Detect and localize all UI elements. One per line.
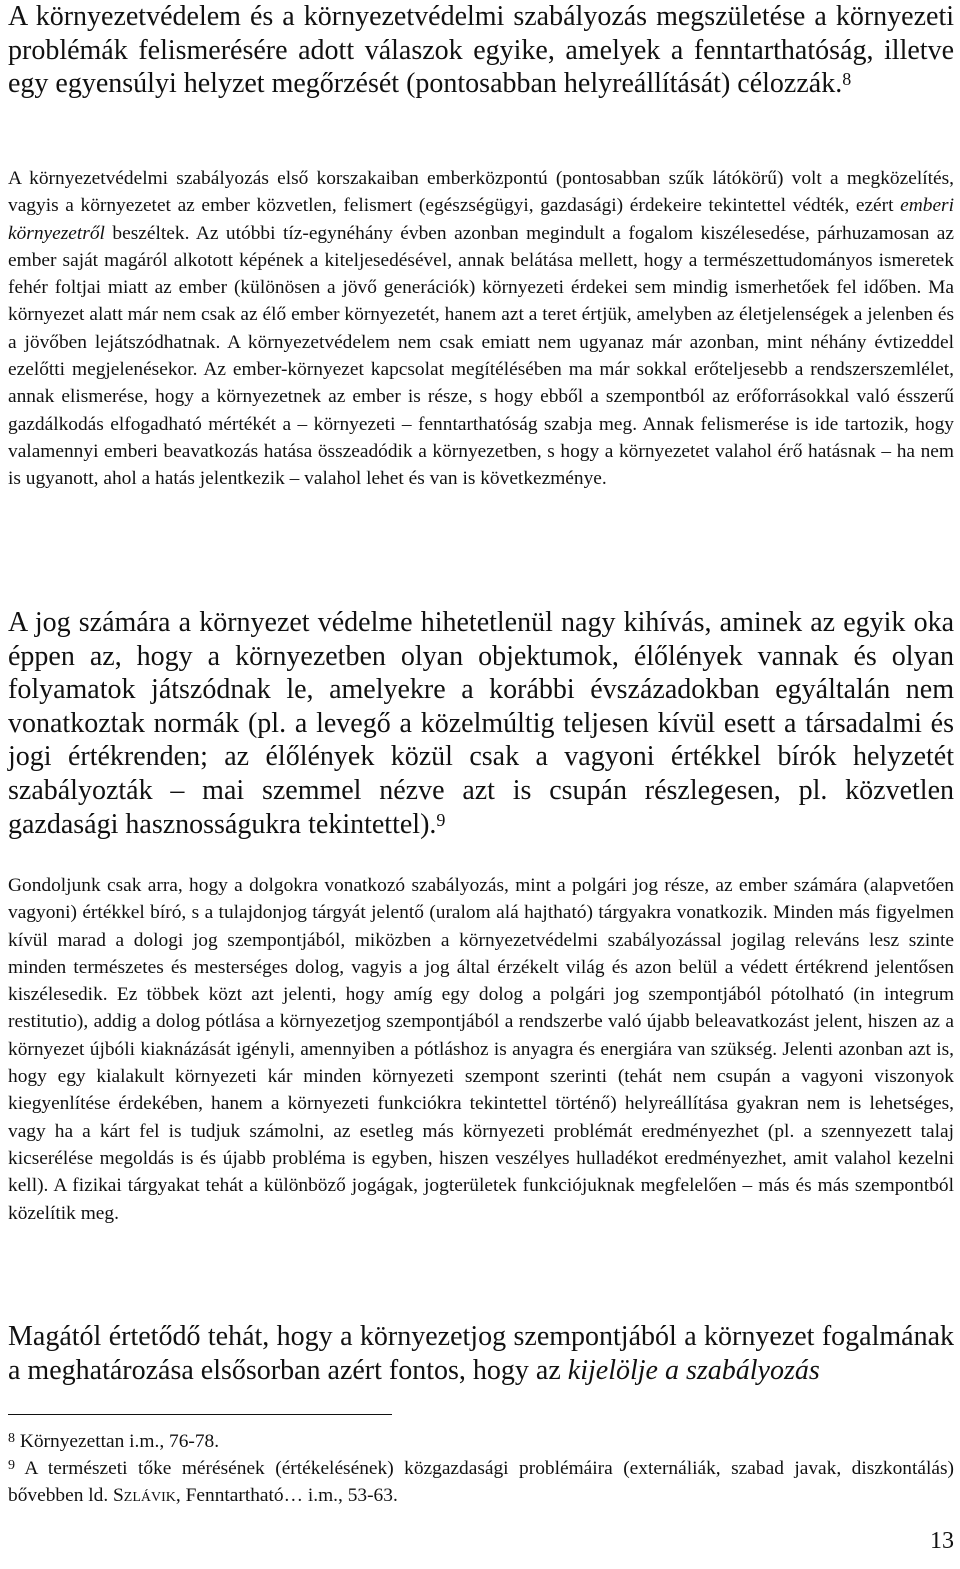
paragraph-5-italic: kijelölje a szabályozás [567,1354,820,1386]
footnote-text: Környezettan i.m., 76-78. [19,1431,220,1452]
footnote-number: 9 [8,1458,15,1473]
paragraph-5-text: Magától értetődő tehát, hogy a környezetjog szempontjából a környezet fogalmának a meghatározása elsősorban azért fontos, hogy az [8,1321,954,1386]
paragraph-1-text: A környezetvédelem és a környezetvédelmi szabályozás megszületése a környezeti problémák felismerésére adott válaszok egyike, amelyek a fenntarthatóság, illetve egy egyensúlyi helyzet megőrzését (pontosabban helyreállítását) célozzák. [8,1,954,100]
footnote-number: 8 [8,1431,15,1446]
paragraph-2 [8,165,954,493]
paragraph-3 [8,606,954,841]
paragraph-4 [8,872,954,1227]
footnote-9 [8,1455,954,1509]
footnote-separator [8,1414,392,1415]
paragraph-3-text: A jog számára a környezet védelme hihetetlenül nagy kihívás, aminek az egyik oka éppen az, hogy a környezetben olyan objektumok, élőlények vannak és olyan folyamatok játszódnak le, amelyekre a korábbi évszázadokban egyáltalán nem vonatkoztak normák (pl. a levegő a közelmúltig teljesen kívül esett a társadalmi és jogi értékrenden; az élőlények közül csak a vagyoni értékkel bírók helyzetét szabályozták – mai szemmel nézve azt is csupán részlegesen, pl. közvetlen gazdasági hasznosságukra tekintettel). [8,607,954,840]
paragraph-5 [8,1320,954,1387]
footnote-8 [8,1428,954,1455]
footnote-ref-8[interactable]: 8 [842,69,852,90]
footnote-author: Szlávik [113,1485,176,1506]
paragraph-2-italic: emberi környezetről [8,195,954,244]
footnotes [8,1428,954,1509]
footnote-text-end: , Fenntartható… i.m., 53-63. [175,1485,398,1506]
paragraph-4-text: Gondoljunk csak arra, hogy a dolgokra vonatkozó szabályozás, mint a polgári jog része, az ember számára (alapvetően vagyoni) értékkel bíró, s a tulajdonjog tárgyát jelentő (uralom alá hajtható) tárgyakra vonatkozik. Minden más figyelmen kívül marad a dologi jog szempontjából, miközben a környezetvédelmi szabályozással jogilag releváns lesz szinte minden természetes és mesterséges dolog, vagyis a jog által érzékelt világ és azon belül a védett értékrend jelentősen kiszélesedik. Ez többek közt azt jelenti, hogy amíg egy dolog a polgári jog szempontjából pótolható (in integrum restitutio), addig a dolog pótlása a környezetjog szempontjából a rendszerbe való újabb beleavatkozást jelent, hiszen az a környezet újbóli kiaknázását igényli, amennyiben a pótláshoz is anyagra és energiára van szükség. Jelenti azonban azt is, hogy egy kialakult környezeti kár minden környezeti szempont szerinti (tehát nem csupán a vagyoni viszonyok kiegyenlítése érdekében, hanem a környezeti funkciókra tekintettel történő) helyreállítása gyakran nem is lehetséges, vagy ha a kárt fel is tudjuk számolni, az esetleg más környezeti problémát eredményezhet (pl. a szennyezett talaj kicserélése megoldás is és újabb probléma is egyben, hiszen veszélyes hulladékot eredményezhet, amit valahol kezelni kell). A fizikai tárgyakat tehát a különböző jogágak, jogterületek funkciójuknak megfelelően – más és más szempontból közelítik meg. [8,875,954,1224]
footnote-text: A természeti tőke mérésének (értékelésének) közgazdasági problémáira (externáliák, szabad javak, diszkontálás) bővebben ld. [8,1458,954,1506]
paragraph-2-text-a: A környezetvédelmi szabályozás első korszakaiban emberközpontú (pontosabban szűk látókörű) volt a megközelítés, vagyis a környezetet az ember közvetlen, felismert (egészségügyi, gazdasági) érdekeire tekintettel védték, ezért [8,168,954,217]
footnote-ref-9[interactable]: 9 [436,809,446,830]
paragraph-2-text-b: beszéltek. Az utóbbi tíz-egynéhány évben azonban megindult a fogalom kiszélesedése, párhuzamosan az ember saját magáról alkotott képének a kiteljesedésével, annak belátása mellett, hogy a természettudományos ismeretek fehér foltjai miatt az ember (különösen a jövő generációk) környezeti érdekei sem mindig ismerhetőek fel időben. Ma környezet alatt már nem csak az élő ember környezetét, hanem azt a teret értjük, amelyben az életjelenségek a jelenben és a jövőben lejátszódhatnak. A környezetvédelem nem csak emiatt nem ugyanaz már azonban, mint néhány évtizeddel ezelőtti megjelenésekor. Az ember-környezet kapcsolat megítélésében ma már sokkal erőteljesebb a rendszerszemlélet, annak elismerése, hogy a környezetnek az ember is része, s hogy ebből a szempontból az erőforrásokkal való ésszerű gazdálkodás elfogadható mértékét a – környezeti – fenntarthatóság szabja meg. Annak felismerése is ide tartozik, hogy valamennyi emberi beavatkozás hatása összeadódik a környezetben, s hogy a környezetet valahol érő hatásnak – ha nem is ugyanott, ahol a hatás jelentkezik – valahol lehet és van is következménye. [8,222,954,490]
paragraph-1 [8,0,954,101]
page-number: 13 [930,1528,954,1554]
